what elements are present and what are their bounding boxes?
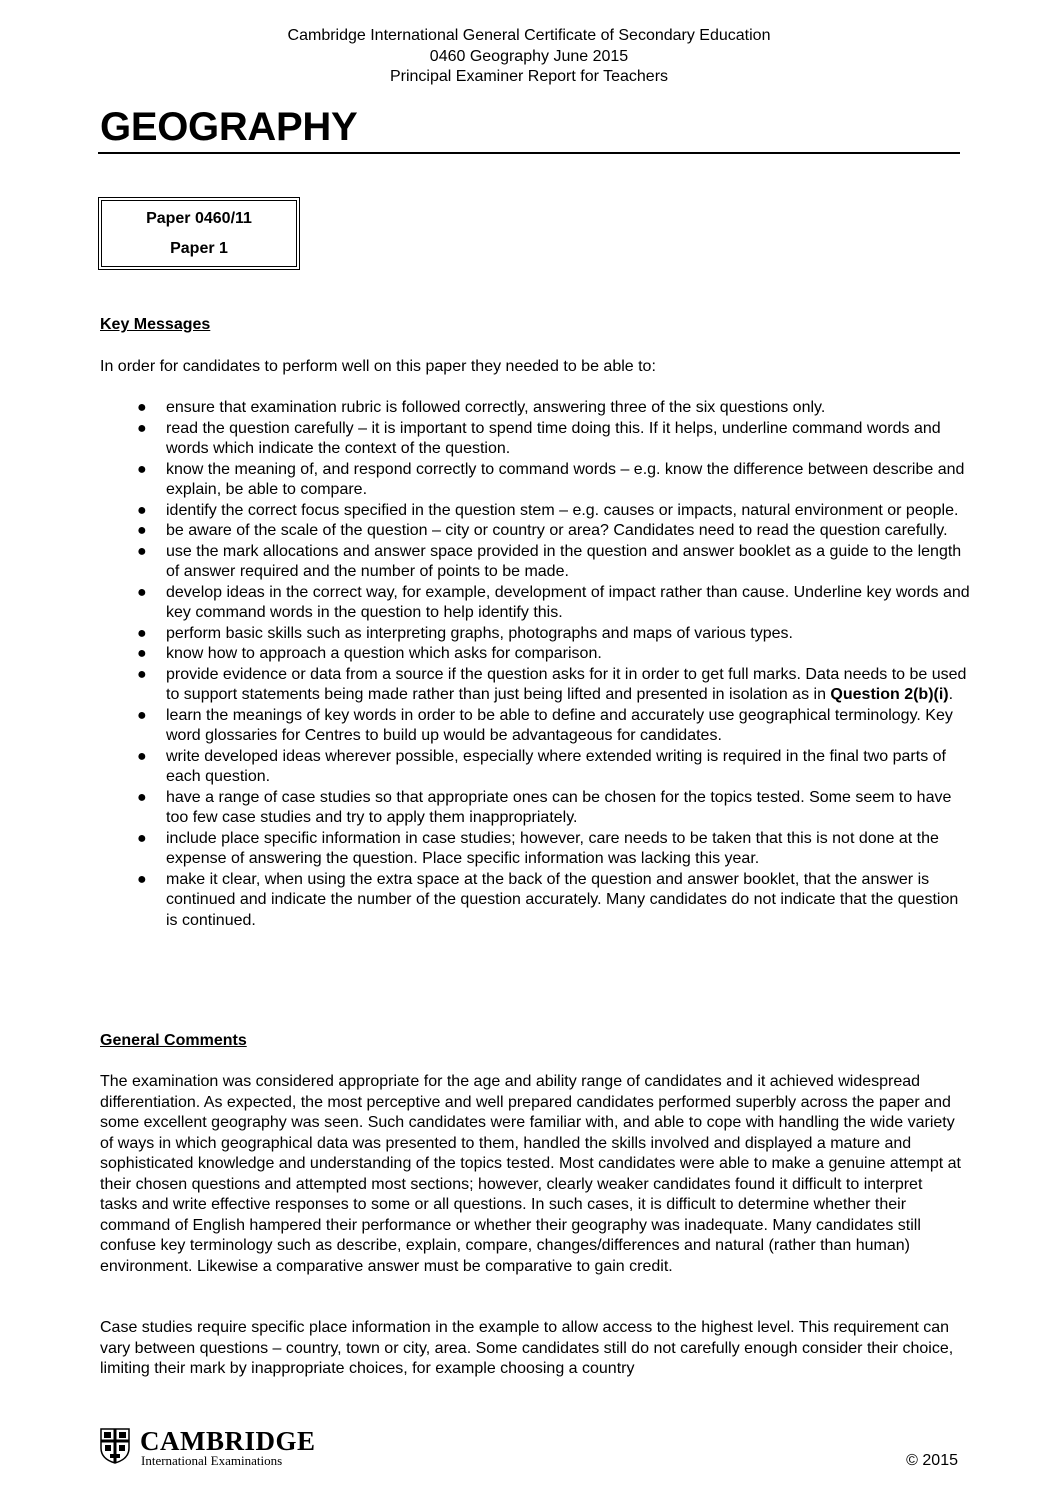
list-item-text: know the meaning of, and respond correctly to command words – e.g. know the difference between describe and explain, be able to compare. — [166, 460, 965, 498]
paper-box — [98, 197, 300, 270]
logo-name: CAMBRIDGE — [140, 1426, 316, 1456]
list-item-text: be aware of the scale of the question – city or country or area? Candidates need to read the question carefully. — [166, 522, 948, 539]
paper-code: Paper 0460/11 — [146, 210, 252, 227]
header-line-2: 0460 Geography June 2015 — [429, 47, 629, 65]
list-item — [100, 542, 970, 583]
bullet-icon: ● — [137, 870, 147, 888]
list-item — [100, 501, 970, 522]
general-comments-paragraph-2: Case studies require specific place information in the example to allow access to the highest level. This requirement can vary between questions – country, town or city, area. Some candidates still do not carefully enough consider their choice, limiting their mark by inappropriate choices, for example choosing a country — [100, 1319, 954, 1377]
bullet-icon: ● — [137, 460, 147, 478]
logo-subtitle: International Examinations — [141, 1453, 283, 1468]
bullet-icon: ● — [137, 645, 147, 662]
list-item — [100, 521, 970, 542]
list-item — [100, 788, 970, 829]
bullet-icon: ● — [137, 747, 147, 765]
list-item — [100, 419, 970, 460]
list-item-text: use the mark allocations and answer space provided in the question and answer booklet as a guide to the length of answer required and the number of points to be made. — [166, 542, 962, 580]
paper-number: Paper 1 — [170, 240, 228, 257]
list-item — [100, 583, 970, 624]
list-item — [100, 644, 970, 665]
report-header — [0, 26, 1058, 88]
list-item-text: perform basic skills such as interpreting graphs, photographs and maps of various types. — [166, 624, 793, 642]
key-messages-list — [100, 398, 970, 931]
list-item — [100, 747, 970, 788]
bullet-icon: ● — [137, 829, 147, 847]
page-title: GEOGRAPHY — [100, 105, 358, 149]
general-comments-paragraph-1: The examination was considered appropriate for the age and ability range of candidates and it achieved widespread differentiation. As expected, the most perceptive and well prepared candidates performed superbly across the paper and some excellent geography was seen. Such candidates were familiar with, and able to cope with handling the wide variety of ways in which geographical data was presented to them, handled the skills involved and displayed a mature and sophisticated knowledge and understanding of the topics tested. Most candidates were able to make a genuine attempt at their chosen questions and attempted most sections; however, clearly weaker candidates found it difficult to interpret tasks and write effective responses to some or all questions. In such cases, it is difficult to determine whether their command of English hampered their performance or whether their geography was inadequate. Many candidates still confuse key terminology such as describe, explain, compare, changes/differences and natural (rather than human) environment. Likewise a comparative answer must be comparative to gain credit. — [100, 1073, 961, 1275]
bullet-icon: ● — [137, 522, 147, 539]
bullet-icon: ● — [137, 542, 147, 560]
question-reference: Question 2(b)(i) — [830, 686, 949, 703]
list-item-text: identify the correct focus specified in the question stem – e.g. causes or impacts, natural environment or people. — [166, 501, 959, 519]
copyright: © 2015 — [906, 1452, 958, 1469]
key-messages-heading: Key Messages — [100, 316, 211, 333]
list-item-text: know how to approach a question which asks for comparison. — [166, 645, 602, 662]
list-item-text: ensure that examination rubric is followed correctly, answering three of the six questions only. — [166, 399, 826, 416]
list-item-text: write developed ideas wherever possible, especially where extended writing is required in the final two parts of each question. — [166, 747, 946, 785]
list-item — [100, 829, 970, 870]
bullet-icon: ● — [137, 501, 147, 519]
header-line-1: Cambridge International General Certificate of Secondary Education — [287, 27, 771, 44]
bullet-icon: ● — [137, 419, 147, 437]
list-item — [100, 706, 970, 747]
general-comments-heading: General Comments — [100, 1032, 247, 1049]
key-messages-intro: In order for candidates to perform well on this paper they needed to be able to: — [100, 358, 656, 375]
list-item-end: . — [948, 686, 954, 703]
bullet-icon: ● — [137, 788, 147, 806]
header-line-3: Principal Examiner Report for Teachers — [389, 68, 669, 85]
list-item-text: develop ideas in the correct way, for example, development of impact rather than cause. Underline key words and key command words in the question to help identify this. — [166, 583, 970, 621]
cambridge-crest-icon — [100, 1428, 130, 1464]
list-item — [100, 624, 970, 645]
list-item-text: read the question carefully – it is important to spend time doing this. If it helps, underline command words and words which indicate the context of the question. — [166, 419, 941, 457]
list-item-text: include place specific information in case studies; however, care needs to be taken that this is not done at the expense of answering the question. Place specific information was lacking this year. — [166, 829, 939, 867]
list-item — [100, 460, 970, 501]
bullet-icon: ● — [137, 399, 147, 416]
bullet-icon: ● — [137, 583, 147, 601]
bullet-icon: ● — [137, 706, 147, 724]
list-item-text: provide evidence or data from a source if the question asks for it in order to get full marks. Data needs to be used to support statements being made rather than just being lifted and presented in isolation as in — [166, 665, 967, 703]
list-item — [100, 398, 970, 419]
list-item-text: learn the meanings of key words in order to be able to define and accurately use geographical terminology. Key word glossaries for Centres to build up would be advantageous for candidates. — [166, 706, 953, 744]
title-divider — [98, 152, 960, 154]
list-item — [100, 665, 970, 706]
list-item — [100, 870, 970, 932]
list-item-text: have a range of case studies so that appropriate ones can be chosen for the topics tested. Some seem to have too few case studies and try to apply them inappropriately. — [166, 788, 952, 826]
bullet-icon: ● — [137, 665, 147, 683]
list-item-text: make it clear, when using the extra space at the back of the question and answer booklet, that the answer is continued and indicate the number of the question accurately. Many candidates do not indicate that the question is continued. — [166, 870, 959, 929]
bullet-icon: ● — [137, 624, 147, 642]
